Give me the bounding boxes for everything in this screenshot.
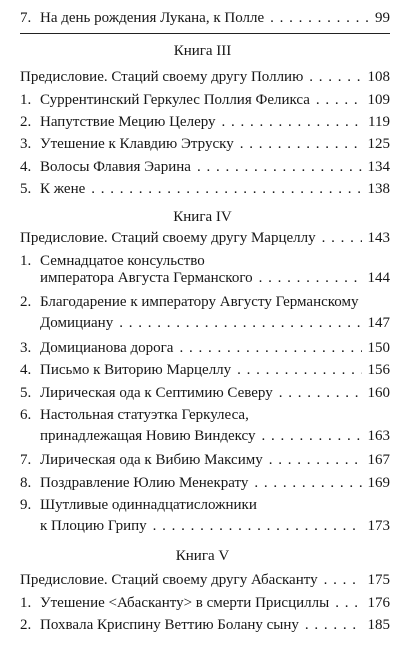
entry-number: 9.	[20, 497, 32, 513]
dot-leader	[270, 9, 369, 28]
dot-leader	[309, 68, 361, 87]
preface-title: Предисловие. Стаций своему другу Марцеллу	[20, 230, 316, 246]
entry-page: 163	[367, 428, 390, 444]
toc-entry-continuation	[40, 427, 390, 446]
toc-entry	[20, 496, 390, 515]
entry-page: 160	[367, 385, 390, 401]
toc-entry	[20, 474, 390, 493]
entry-number: 4.	[20, 362, 32, 378]
entry-title: Письмо к Виторию Марцеллу	[40, 362, 232, 378]
entry-title: Лирическая ода к Септимию Северу	[40, 385, 273, 401]
entry-page: 109	[367, 92, 390, 108]
entry-number: 4.	[20, 159, 32, 175]
entry-page: 185	[367, 617, 390, 633]
dot-leader	[237, 361, 361, 380]
preface-page: 143	[367, 230, 390, 246]
dot-leader	[262, 427, 362, 446]
entry-number: 5.	[20, 181, 32, 197]
toc-entry	[20, 406, 390, 425]
book-heading: Книга IV	[173, 209, 232, 225]
entry-number: 1.	[20, 595, 32, 611]
entry-title: Волосы Флавия Эарина	[40, 159, 191, 175]
entry-title: Шутливые одиннадцатисложники	[40, 497, 257, 513]
entry-number: 3.	[20, 136, 32, 152]
toc-entry	[20, 91, 390, 110]
entry-title: К жене	[40, 181, 86, 197]
dot-leader	[91, 180, 361, 199]
dot-leader	[316, 91, 362, 110]
dot-leader	[153, 517, 362, 536]
entry-title: Похвала Криспину Веттию Болану сыну	[40, 617, 299, 633]
entry-number: 1.	[20, 253, 32, 269]
entry-number: 3.	[20, 340, 32, 356]
dot-leader	[179, 339, 361, 358]
entry-page: 119	[368, 114, 390, 130]
book-heading: Книга III	[173, 43, 232, 59]
entry-title-continuation: Домициану	[40, 315, 114, 331]
entry-title-continuation: к Плоцию Грипу	[40, 518, 147, 534]
toc-entry	[20, 9, 390, 28]
toc-entry-continuation	[40, 314, 390, 333]
entry-number: 2.	[20, 294, 32, 310]
entry-page: 138	[367, 181, 390, 197]
toc-entry	[20, 451, 390, 470]
dot-leader	[254, 474, 361, 493]
toc-entry	[20, 293, 390, 312]
entry-title: Благодарение к императору Августу Германскому	[40, 294, 359, 310]
entry-page: 167	[367, 452, 390, 468]
entry-page: 173	[367, 518, 390, 534]
dot-leader	[335, 594, 361, 613]
entry-page: 99	[375, 10, 390, 26]
entry-title: Настольная статуэтка Геркулеса,	[40, 407, 249, 423]
dot-leader	[305, 616, 362, 635]
entry-title: Семнадцатое консульство	[40, 253, 205, 269]
entry-page: 156	[367, 362, 390, 378]
dot-leader	[269, 451, 362, 470]
entry-number: 7.	[20, 452, 32, 468]
entry-page: 125	[367, 136, 390, 152]
dot-leader	[119, 314, 361, 333]
toc-entry	[20, 384, 390, 403]
entry-title: Лирическая ода к Вибию Максиму	[40, 452, 263, 468]
entry-title: Суррентинский Геркулес Поллия Феликса	[40, 92, 310, 108]
entry-page: 134	[367, 159, 390, 175]
entry-title-continuation: императора Августа Германского	[40, 270, 253, 286]
entry-title-continuation: принадлежащая Новию Виндексу	[40, 428, 256, 444]
book-heading: Книга V	[175, 548, 230, 564]
toc-entry-continuation	[40, 517, 390, 536]
dot-leader	[197, 158, 362, 177]
dot-leader	[322, 229, 362, 248]
toc-entry	[20, 135, 390, 154]
entry-page: 176	[367, 595, 390, 611]
entry-page: 169	[367, 475, 390, 491]
entry-number: 1.	[20, 92, 32, 108]
entry-page: 147	[367, 315, 390, 331]
entry-title: Домицианова дорога	[40, 340, 174, 356]
preface-title: Предисловие. Стаций своему другу Поллию	[20, 69, 304, 85]
preface-page: 108	[367, 69, 390, 85]
entry-number: 2.	[20, 114, 32, 130]
section-divider	[20, 33, 390, 34]
entry-title: Утешение <Абасканту> в смерти Присциллы	[40, 595, 330, 611]
preface-entry	[20, 68, 390, 87]
entry-title: Утешение к Клавдию Этруску	[40, 136, 234, 152]
dot-leader	[324, 571, 362, 590]
toc-entry	[20, 158, 390, 177]
preface-page: 175	[367, 572, 390, 588]
preface-entry	[20, 229, 390, 248]
entry-page: 144	[367, 270, 390, 286]
toc-entry	[20, 361, 390, 380]
toc-entry	[20, 339, 390, 358]
entry-title: На день рождения Лукана, к Полле	[40, 10, 265, 26]
preface-title: Предисловие. Стаций своему другу Абасканту	[20, 572, 318, 588]
entry-title: Поздравление Юлию Менекрату	[40, 475, 249, 491]
entry-title: Напутствие Мецию Целеру	[40, 114, 216, 130]
toc-entry-continuation	[40, 269, 390, 288]
entry-page: 150	[367, 340, 390, 356]
entry-number: 8.	[20, 475, 32, 491]
entry-number: 5.	[20, 385, 32, 401]
entry-number: 7.	[20, 10, 32, 26]
dot-leader	[222, 113, 363, 132]
dot-leader	[279, 384, 362, 403]
toc-entry	[20, 594, 390, 613]
toc-entry	[20, 616, 390, 635]
dot-leader	[259, 269, 362, 288]
entry-number: 6.	[20, 407, 32, 423]
preface-entry	[20, 571, 390, 590]
dot-leader	[240, 135, 362, 154]
entry-number: 2.	[20, 617, 32, 633]
toc-entry	[20, 180, 390, 199]
toc-entry	[20, 113, 390, 132]
